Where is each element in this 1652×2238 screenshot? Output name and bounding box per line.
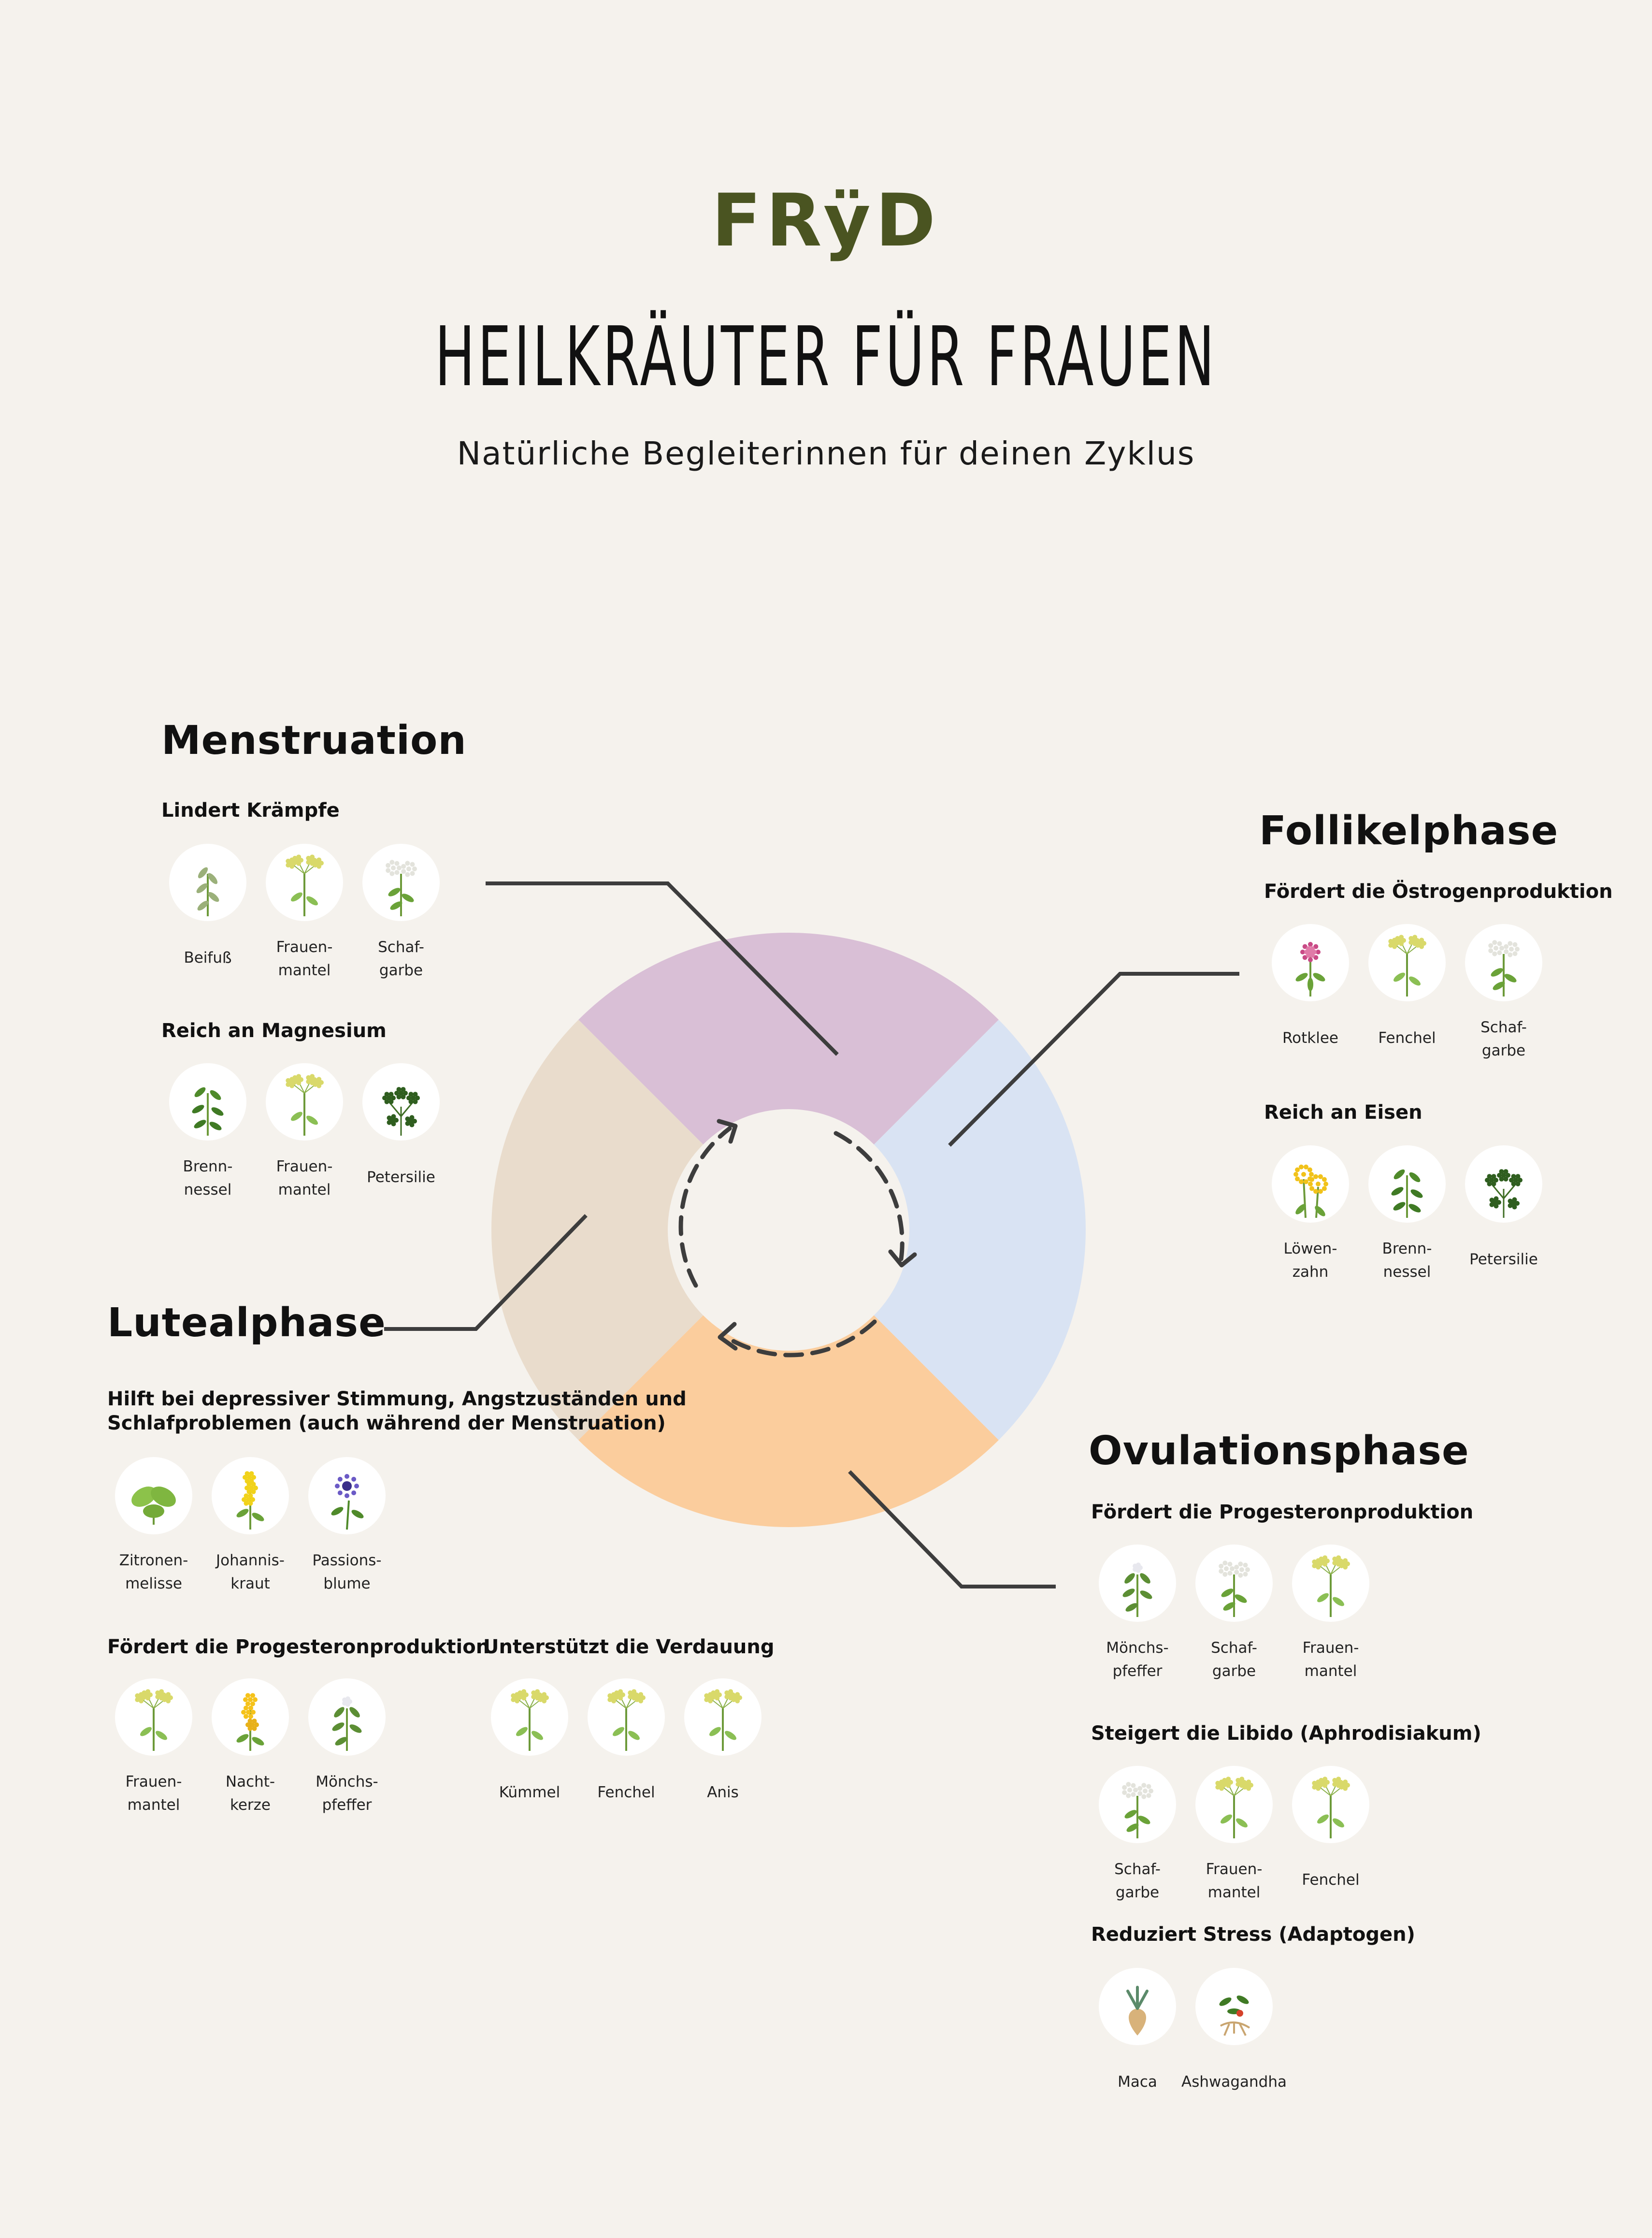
yarrow-icon — [1195, 1545, 1273, 1622]
group-title: Fördert die Progesteronproduktion — [1091, 1501, 1474, 1523]
herb-label: Petersilie — [367, 1169, 435, 1186]
mugwort-icon — [169, 844, 246, 921]
parsley-icon — [1465, 1145, 1542, 1223]
dandelion-icon — [1272, 1145, 1349, 1223]
ladys-mantle-icon — [266, 1063, 343, 1141]
group-title: Unterstützt die Verdauung — [483, 1636, 775, 1658]
ladys-mantle-icon — [115, 1678, 192, 1756]
group-title: Hilft bei depressiver Stimmung, Angstzuständen und Schlafproblemen (auch während der Menstruation) — [107, 1388, 687, 1434]
page-subtitle: Natürliche Begleiterinnen für deinen Zyklus — [457, 435, 1195, 472]
fennel-icon — [1368, 924, 1446, 1001]
evening-primrose-icon — [212, 1678, 289, 1756]
herb-label: Löwen- zahn — [1283, 1240, 1337, 1281]
herb-label: Zitronen- melisse — [119, 1552, 188, 1592]
red-clover-icon — [1272, 924, 1349, 1001]
herb-label: Beifuß — [184, 949, 232, 967]
herb-label: Brenn- nessel — [183, 1158, 233, 1198]
herb-label: Mönchs- pfeffer — [316, 1773, 378, 1814]
phase-title-ovulationsphase: Ovulationsphase — [1089, 1428, 1469, 1474]
herb-label: Frauen- mantel — [125, 1773, 182, 1814]
phase-title-lutealphase: Lutealphase — [107, 1300, 386, 1346]
herb-label: Nacht- kerze — [225, 1773, 275, 1814]
nettle-icon — [169, 1063, 246, 1141]
yarrow-icon — [362, 844, 440, 921]
herb-label: Maca — [1118, 2073, 1157, 2091]
herb-label: Fenchel — [597, 1784, 655, 1801]
chasteberry-icon — [1099, 1545, 1176, 1622]
parsley-icon — [362, 1063, 440, 1141]
ladys-mantle-icon — [266, 844, 343, 921]
herb-label: Petersilie — [1469, 1251, 1538, 1268]
maca-icon — [1099, 1968, 1176, 2045]
group-title: Steigert die Libido (Aphrodisiakum) — [1091, 1722, 1481, 1745]
herb-label: Mönchs- pfeffer — [1106, 1639, 1169, 1680]
herb-label: Frauen- mantel — [276, 939, 333, 979]
herb-label: Frauen- mantel — [276, 1158, 333, 1198]
passionflower-icon — [308, 1457, 386, 1534]
phase-title-menstruation: Menstruation — [161, 718, 467, 764]
herb-label: Fenchel — [1378, 1029, 1436, 1047]
group-title: Reduziert Stress (Adaptogen) — [1091, 1923, 1415, 1946]
page-title: HEILKRÄUTER FÜR FRAUEN — [434, 309, 1218, 405]
nettle-icon — [1368, 1145, 1446, 1223]
herb-label: Passions- blume — [312, 1552, 382, 1592]
herb-label: Schaf- garbe — [1480, 1019, 1527, 1059]
phase-title-follikelphase: Follikelphase — [1259, 808, 1559, 854]
caraway-icon — [491, 1678, 568, 1756]
anise-icon — [684, 1678, 761, 1756]
herb-label: Kümmel — [499, 1784, 560, 1801]
yarrow-icon — [1099, 1766, 1176, 1843]
herb-label: Frauen- mantel — [1302, 1639, 1359, 1680]
ashwagandha-icon — [1195, 1968, 1273, 2045]
herb-label: Brenn- nessel — [1382, 1240, 1432, 1281]
fennel-icon — [1292, 1766, 1369, 1843]
herb-label: Anis — [707, 1784, 739, 1801]
herb-label: Schaf- garbe — [1114, 1861, 1161, 1901]
herb-label: Johannis- kraut — [216, 1552, 285, 1592]
yarrow-icon — [1465, 924, 1542, 1001]
group-title: Reich an Magnesium — [161, 1020, 387, 1042]
ladys-mantle-icon — [1292, 1545, 1369, 1622]
group-title: Lindert Krämpfe — [161, 799, 340, 822]
lemon-balm-icon — [115, 1457, 192, 1534]
brand-logo: FRÿD — [711, 179, 941, 263]
group-title: Fördert die Progesteronproduktion — [107, 1636, 490, 1658]
ladys-mantle-icon — [1195, 1766, 1273, 1843]
group-title: Reich an Eisen — [1264, 1101, 1422, 1124]
herb-label: Schaf- garbe — [1211, 1639, 1257, 1680]
group-title: Fördert die Östrogenproduktion — [1264, 881, 1613, 903]
fennel-icon — [588, 1678, 665, 1756]
herb-label: Fenchel — [1302, 1871, 1360, 1889]
herb-label: Ashwagandha — [1181, 2073, 1287, 2091]
herb-label: Frauen- mantel — [1206, 1861, 1263, 1901]
herb-label: Rotklee — [1282, 1029, 1338, 1047]
herb-label: Schaf- garbe — [378, 939, 424, 979]
st-johns-wort-icon — [212, 1457, 289, 1534]
chasteberry-icon — [308, 1678, 386, 1756]
